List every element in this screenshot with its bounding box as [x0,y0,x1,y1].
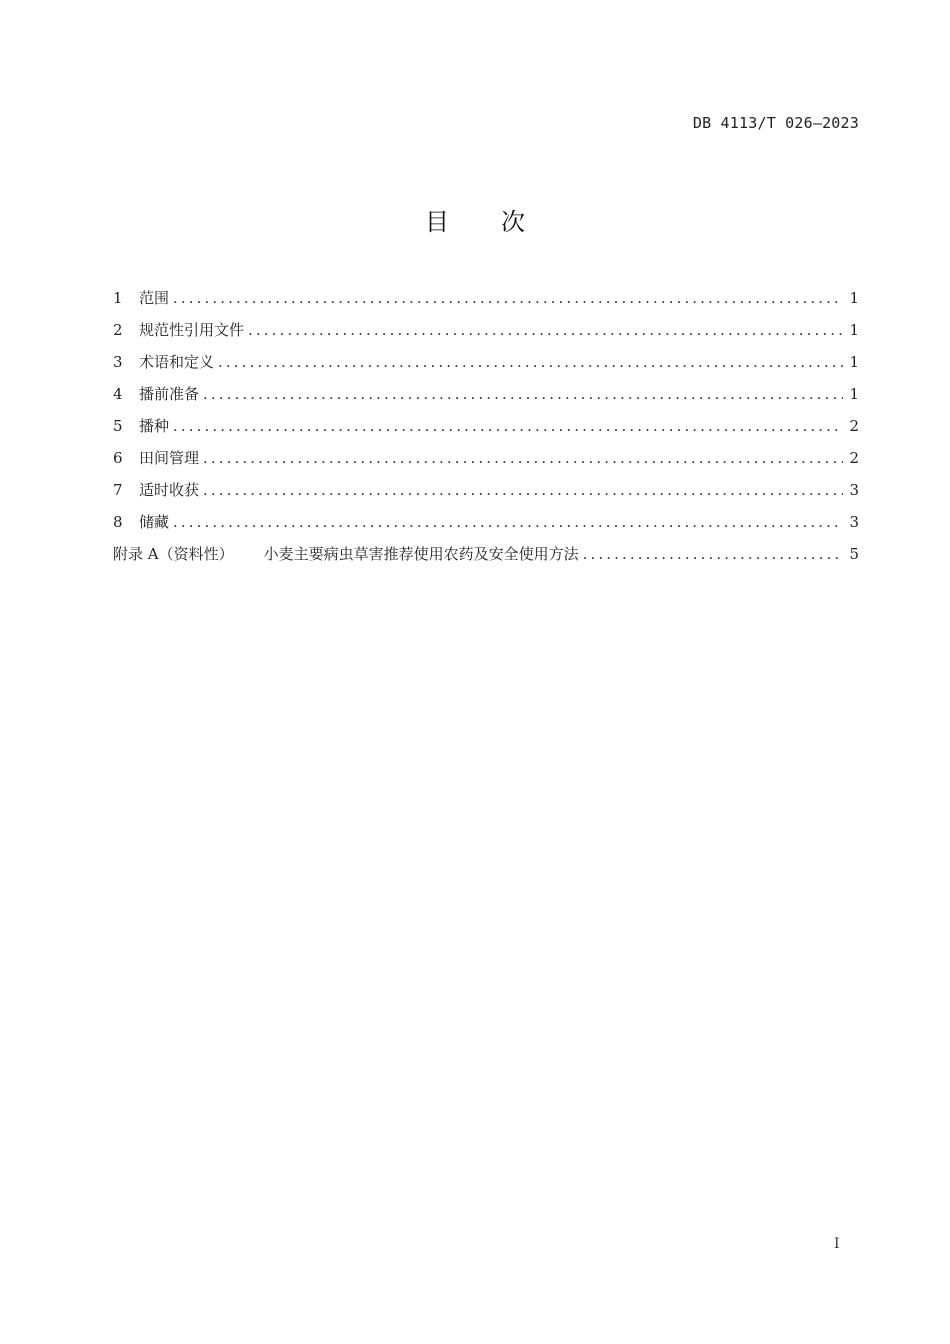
toc-entry-number: 8 [113,513,123,531]
toc-entry-label: 播种 [139,417,170,435]
toc-entry-number: 2 [113,321,123,339]
toc-entry-annex-a[interactable] [113,542,859,574]
toc-leader-dots [248,318,843,342]
toc-entry-label: 小麦主要病虫草害推荐使用农药及安全使用方法 [263,545,579,563]
toc-entry-label: 规范性引用文件 [139,321,245,339]
toc-entry-number: 4 [113,385,123,403]
toc-leader-dots [218,350,843,374]
toc-entry-pre-sowing[interactable] [113,382,859,414]
toc-entry-label: 术语和定义 [139,353,215,371]
toc-entry-number: 1 [113,289,123,307]
toc-entry-page: 2 [849,449,859,467]
toc-leader-dots [203,478,843,502]
document-code: DB 4113/T 026—2023 [692,114,859,132]
toc-entry-number: 5 [113,417,123,435]
toc-entry-page: 1 [849,321,859,339]
toc-entry-page: 1 [849,385,859,403]
toc-entry-harvest[interactable] [113,478,859,510]
toc-entry-page: 2 [849,417,859,435]
toc-entry-label: 储藏 [139,513,170,531]
toc-entry-page: 3 [849,513,859,531]
toc-leader-dots [173,414,843,438]
toc-entry-number: 6 [113,449,123,467]
title-char-2: 次 [501,208,525,236]
toc-entry-label: 范围 [139,289,170,307]
toc-entry-page: 1 [849,289,859,307]
footer-page-number: I [834,1236,840,1252]
toc-entry-scope[interactable] [113,286,859,318]
page-title [0,202,950,237]
toc-entry-sowing[interactable] [113,414,859,446]
toc-annex-prefix: 附录 A（资料性） [113,545,234,563]
toc-entry-field-management[interactable] [113,446,859,478]
toc-entry-label: 播前准备 [139,385,200,403]
toc-leader-dots [173,510,843,534]
toc-entry-label: 田间管理 [139,449,200,467]
title-char-1: 目 [425,208,449,236]
toc-entry-normative-references[interactable] [113,318,859,350]
toc-leader-dots [173,286,843,310]
toc-entry-terms-definitions[interactable] [113,350,859,382]
toc-entry-label: 适时收获 [139,481,200,499]
toc-entry-number: 3 [113,353,123,371]
toc-entry-page: 3 [849,481,859,499]
toc-leader-dots [583,542,843,566]
toc-leader-dots [203,446,843,470]
table-of-contents [113,286,859,574]
toc-entry-storage[interactable] [113,510,859,542]
toc-entry-page: 5 [849,545,859,563]
toc-leader-dots [203,382,843,406]
toc-entry-page: 1 [849,353,859,371]
toc-entry-number: 7 [113,481,123,499]
